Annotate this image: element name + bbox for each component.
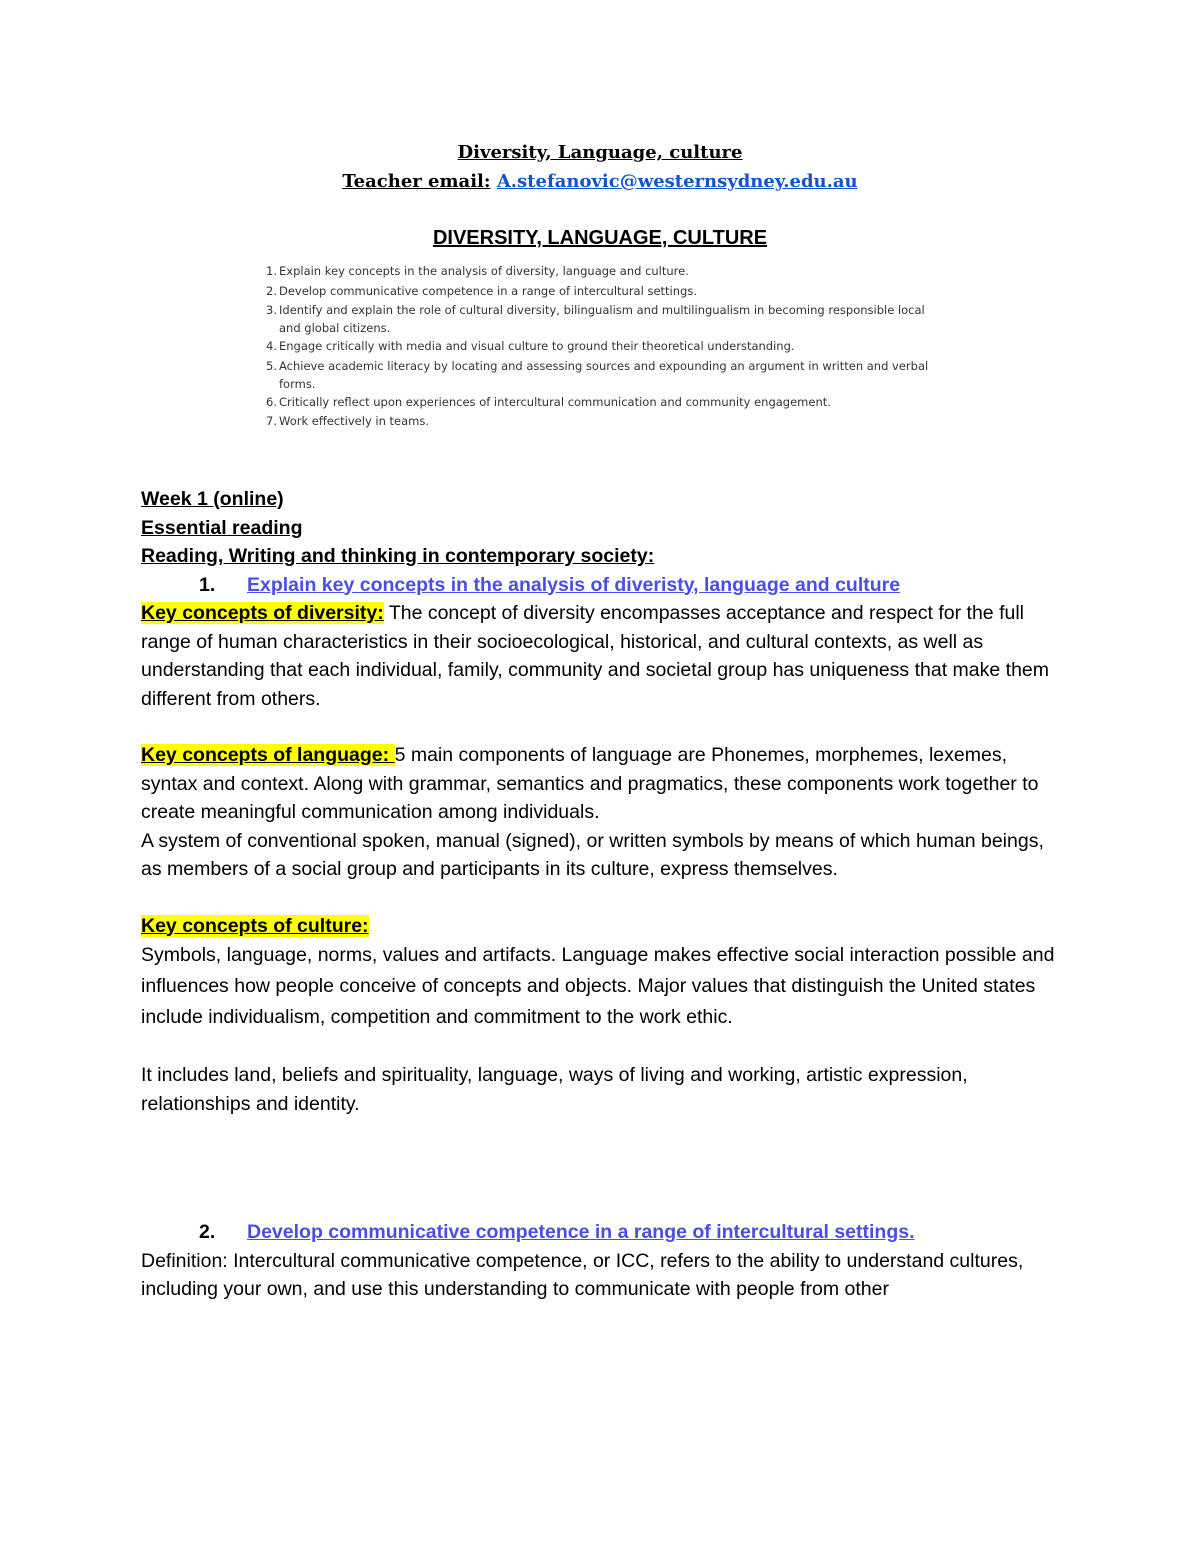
culture-paragraph-2: It includes land, beliefs and spirituality, language, ways of living and working, artistic expression, relationships and identity. (141, 1064, 968, 1115)
week-title: Week 1 (online) (141, 488, 284, 510)
teacher-email-label: Teacher email: (342, 171, 491, 192)
list-item: 4. Engage critically with media and visual culture to ground their theoretical understanding. (266, 339, 795, 353)
list-item: 5. Achieve academic literacy by locating and assessing sources and expounding an argument in written and verbal forms. (266, 358, 929, 391)
list-item: 6. Critically reflect upon experiences of intercultural communication and community engagement. (266, 394, 831, 409)
objective-1-link[interactable]: Explain key concepts in the analysis of diveristy, language and culture (247, 573, 901, 596)
language-paragraph-2: A system of conventional spoken, manual (signed), or written symbols by means of which human beings, as members of a social group and participants in its culture, express themselves. (141, 829, 1044, 880)
culture-paragraph: Symbols, language, norms, values and artifacts. Language makes effective social interaction possible and influences how people conceive of concepts and objects. Major values that distinguish the United states include individualism, competition and commitment to the work ethic. (141, 944, 1055, 1028)
numbered-item-2: 2. Develop communicative competence in a range of intercultural settings. (199, 1221, 915, 1243)
learning-outcomes-list (266, 262, 946, 432)
culture-label: Key concepts of culture: (141, 914, 369, 937)
teacher-email-link[interactable]: A.stefanovic@westernsydney.edu.au (496, 171, 858, 192)
culture-label-line (141, 912, 1061, 941)
section-heading: DIVERSITY, LANGUAGE, CULTURE (432, 227, 768, 249)
list-item: 1. Explain key concepts in the analysis of diversity, language and culture. (266, 264, 689, 278)
diversity-label: Key concepts of diversity: (141, 602, 384, 624)
list-item: 2. Develop communicative competence in a range of intercultural settings. (266, 283, 697, 298)
teacher-email-line (0, 171, 1200, 192)
list-item: 7. Work effectively in teams. (266, 414, 430, 428)
icc-definition: Definition: Intercultural communicative competence, or ICC, refers to the ability to understand cultures, including your own, and use this understanding to communicate with people from other (141, 1249, 1024, 1300)
language-label: Key concepts of language: (141, 744, 395, 766)
document-body (141, 485, 1061, 1304)
document-title: Diversity, Language, culture (457, 142, 743, 163)
essential-reading-heading: Essential reading (141, 516, 303, 539)
numbered-item-1: 1. Explain key concepts in the analysis of diveristy, language and culture (199, 573, 901, 596)
objective-2-link[interactable]: Develop communicative competence in a range of intercultural settings. (247, 1221, 915, 1243)
language-paragraph: Key concepts of language: 5 main components of language are Phonemes, morphemes, lexemes, syntax and context. Along with grammar, semantics and pragmatics, these components work together to create meaningful communication among individuals. (141, 744, 1039, 823)
reading-heading: Reading, Writing and thinking in contemporary society: (141, 545, 655, 567)
list-item: 3. Identify and explain the role of cultural diversity, bilingualism and multilingualism in becoming responsible local and global citizens. (266, 303, 925, 335)
diversity-paragraph: Key concepts of diversity: The concept of diversity encompasses acceptance and respect for the full range of human characteristics in their socioecological, historical, and cultural contexts, as well as understanding that each individual, family, community and societal group has uniqueness that make them different from others. (141, 602, 1049, 710)
